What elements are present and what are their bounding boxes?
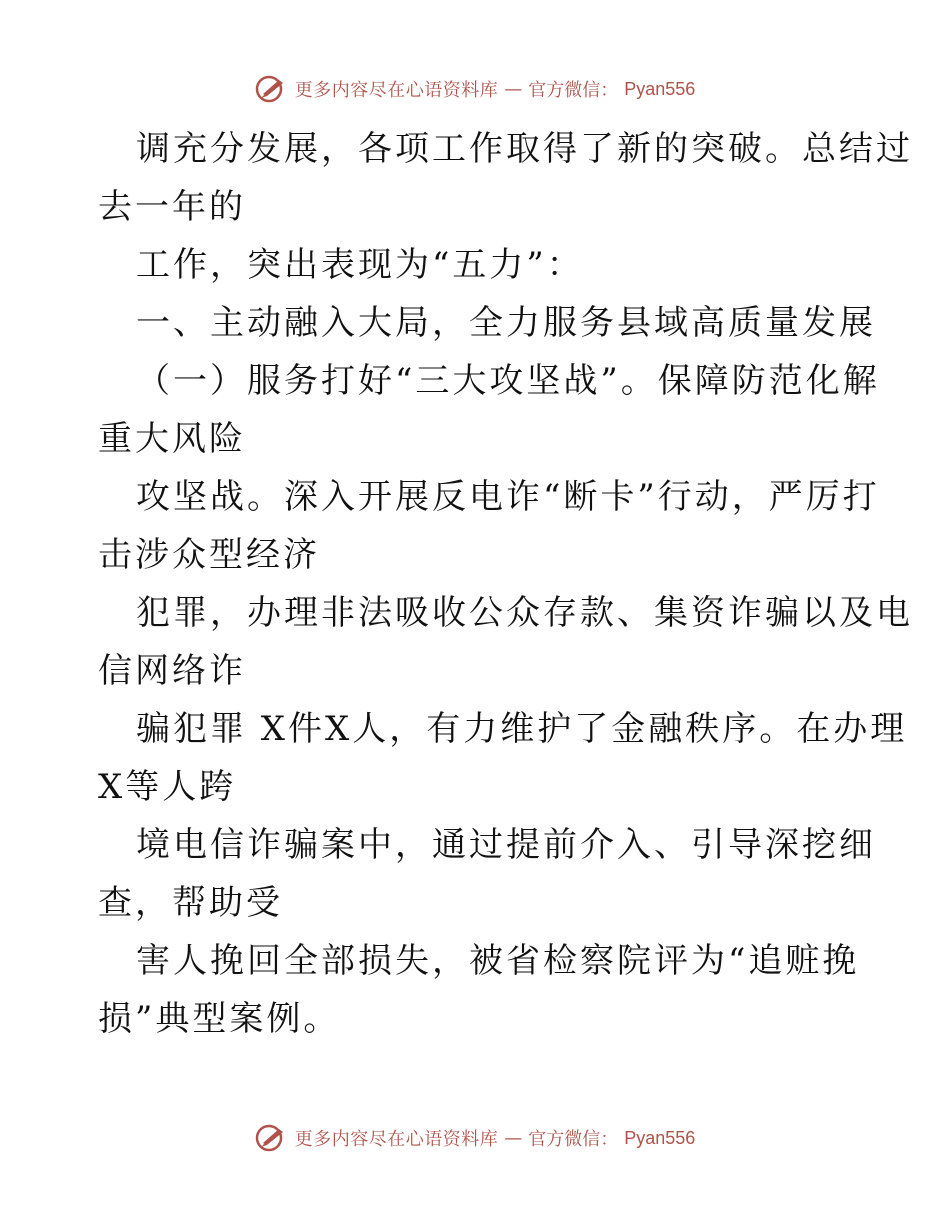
text-line: 信网络诈: [98, 651, 246, 691]
watermark-separator: —: [504, 78, 523, 100]
text-line: 犯罪，办理非法吸收公众存款、集资诈骗以及电: [136, 593, 913, 633]
watermark-header: [0, 74, 950, 104]
watermark-text: 更多内容尽在心语资料库: [294, 80, 499, 101]
text-line: 去一年的: [98, 187, 246, 227]
text-line: 工作，突出表现为“五力”：: [136, 245, 584, 285]
text-line: 境电信诈骗案中，通过提前介入、引导深挖细: [136, 825, 876, 865]
text-line: 查，帮助受: [98, 883, 283, 923]
text-line: 损”典型案例。: [98, 999, 341, 1039]
text-line: 重大风险: [98, 419, 246, 459]
watermark-wechat-label: 官方微信：: [528, 80, 619, 101]
watermark-wechat-id: Pyan556: [624, 78, 696, 99]
text-line: 一、主动融入大局，全力服务县域高质量发展: [136, 303, 876, 343]
logo-icon: [255, 1123, 289, 1153]
watermark-wechat-label: 官方微信：: [528, 1129, 619, 1150]
watermark-footer: [0, 1123, 950, 1153]
text-line: 击涉众型经济: [98, 535, 320, 575]
document-body: [98, 120, 913, 1048]
text-line: （一）服务打好“三大攻坚战”。保障防范化解: [136, 361, 880, 401]
text-line: 攻坚战。深入开展反电诈“断卡”行动，严厉打: [136, 477, 880, 517]
text-line: 骗犯罪 X件X人，有力维护了金融秩序。在办理: [136, 709, 908, 749]
watermark-text: 更多内容尽在心语资料库: [294, 1129, 499, 1150]
text-line: 调充分发展，各项工作取得了新的突破。总结过: [136, 129, 913, 169]
watermark-wechat-id: Pyan556: [624, 1127, 696, 1148]
text-line: 害人挽回全部损失，被省检察院评为“追赃挽: [136, 941, 860, 981]
text-line: X等人跨: [98, 767, 237, 807]
watermark-separator: —: [504, 1127, 523, 1149]
logo-icon: [255, 74, 289, 104]
